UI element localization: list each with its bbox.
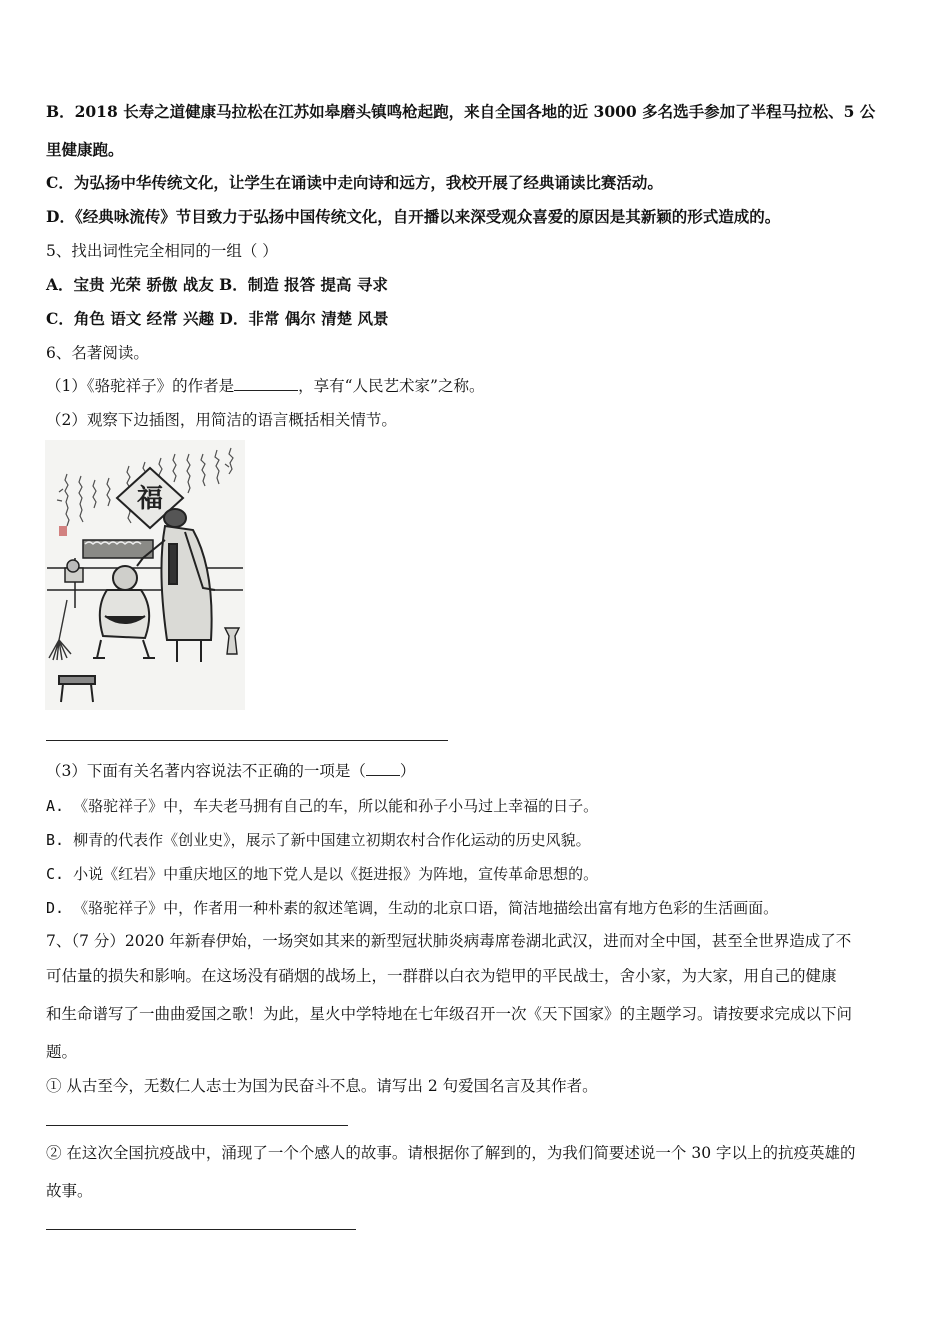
q7-sub1-answer-line[interactable] [46, 1125, 348, 1126]
illustration-image [45, 440, 245, 710]
q4-option-c: C．为弘扬中华传统文化，让学生在诵读中走向诗和远方，我校开展了经典诵读比赛活动。 [46, 173, 663, 192]
q6-sub3 [46, 761, 415, 781]
seal-stamp [59, 526, 67, 536]
fu-character: 福 [136, 484, 164, 514]
q7-sub2-line1: ② 在这次全国抗疫战中，涌现了一个个感人的故事。请根据你了解到的，为我们简要述说一个 30 字以上的抗疫英雄的 [46, 1144, 856, 1162]
q6-stem: 6、名著阅读。 [46, 344, 149, 362]
q6-sub1 [46, 376, 484, 396]
q7-paragraph-line2: 可估量的损失和影响。在这场没有硝烟的战场上，一群群以白衣为铠甲的平民战士，舍小家，为大家，用自己的健康 [46, 967, 837, 985]
vase [225, 628, 239, 654]
q7-sub1: ① 从古至今，无数仁人志士为国为民奋斗不息。请写出 2 句爱国名言及其作者。 [46, 1077, 598, 1095]
q6-sub1-answer-blank[interactable] [234, 376, 298, 391]
broom [49, 600, 71, 660]
q5-stem: 5、找出词性完全相同的一组（ ） [46, 242, 278, 260]
q6-sub3-suffix: ） [399, 762, 416, 780]
q6-sub1-prefix: （1）《骆驼祥子》的作者是 [46, 377, 235, 395]
q7-paragraph-line3: 和生命谱写了一曲曲爱国之歌！为此，星火中学特地在七年级召开一次《天下国家》的主题学习。请按要求完成以下问 [46, 1005, 853, 1023]
q6-sub2-answer-line[interactable] [46, 740, 448, 741]
q6-sub3-prefix: （3）下面有关名著内容说法不正确的一项是（ [46, 762, 366, 780]
q7-sub2-answer-line[interactable] [46, 1229, 356, 1230]
q5-options-row1: A．宝贵 光荣 骄傲 战友 B．制造 报答 提高 寻求 [46, 275, 388, 294]
q6-option-b: B. 柳青的代表作《创业史》，展示了新中国建立初期农村合作化运动的历史风貌。 [46, 831, 591, 849]
standing-figure [137, 509, 215, 662]
q4-option-b-line2: 里健康跑。 [46, 140, 124, 159]
q4-option-b-line1: B．2018 长寿之道健康马拉松在江苏如皋磨头镇鸣枪起跑，来自全国各地的近 3000 多名选手参加了半程马拉松、5 公 [46, 102, 876, 121]
q6-sub2: （2）观察下边插图，用简洁的语言概括相关情节。 [46, 411, 397, 429]
ink-painting-svg [45, 440, 245, 710]
q7-sub2-line2: 故事。 [46, 1182, 93, 1200]
q7-paragraph-line1: 7、（7 分）2020 年新春伊始，一场突如其来的新型冠状肺炎病毒席卷湖北武汉，进而对全中国，甚至全世界造成了不 [46, 932, 852, 950]
q6-option-d: D. 《骆驼祥子》中，作者用一种朴素的叙述笔调，生动的北京口语，简洁地描绘出富有地方色彩的生活画面。 [46, 899, 779, 917]
q4-option-d: D．《经典咏流传》节目致力于弘扬中国传统文化，自开播以来深受观众喜爱的原因是其新颖的形式造成的。 [46, 207, 781, 226]
q5-options-row2: C．角色 语文 经常 兴趣 D．非常 偶尔 清楚 风景 [46, 309, 389, 328]
q6-option-a: A. 《骆驼祥子》中，车夫老马拥有自己的车，所以能和孙子小马过上幸福的日子。 [46, 797, 599, 815]
q7-paragraph-line4: 题。 [46, 1043, 78, 1061]
squatting-figure [93, 566, 155, 658]
q6-sub3-answer-blank[interactable] [366, 761, 400, 776]
q6-sub1-suffix: ，享有“人民艺术家”之称。 [298, 377, 485, 395]
stool [59, 676, 95, 702]
q6-option-c: C. 小说《红岩》中重庆地区的地下党人是以《挺进报》为阵地，宣传革命思想的。 [46, 865, 599, 883]
